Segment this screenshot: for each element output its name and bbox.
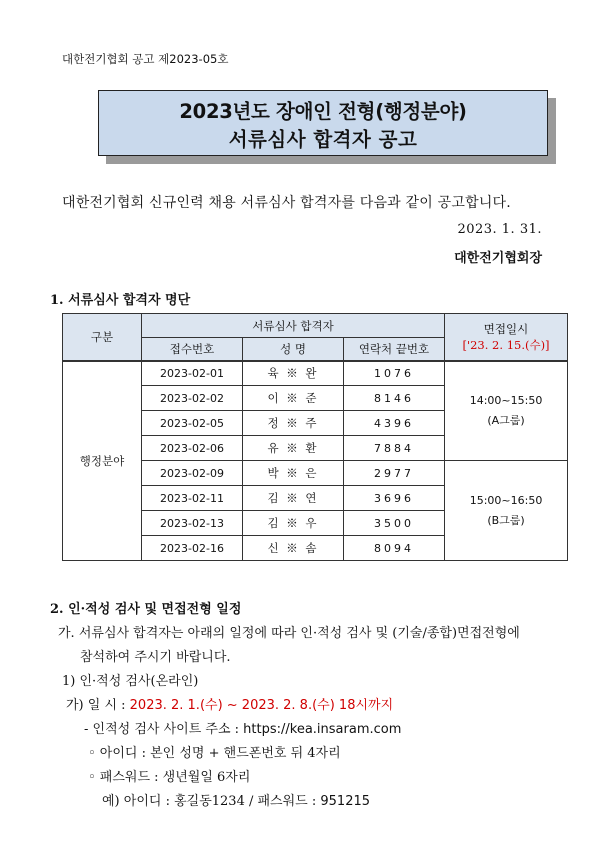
phone-cell: 8146 xyxy=(344,386,445,411)
phone-cell: 3696 xyxy=(344,486,445,511)
intro-text: 대한전기협회 신규인력 채용 서류심사 합격자를 다음과 같이 공고합니다. xyxy=(62,195,511,211)
header-app-no: 접수번호 xyxy=(142,338,243,361)
announcement-date: 2023. 1. 31. xyxy=(457,222,542,237)
name-cell: 유 ※ 환 xyxy=(243,436,344,461)
name-cell: 박 ※ 은 xyxy=(243,461,344,486)
app-no-cell: 2023-02-11 xyxy=(142,486,243,511)
app-no-cell: 2023-02-13 xyxy=(142,511,243,536)
section-1-title: 1. 서류심사 합격자 명단 xyxy=(50,293,191,308)
interview-group-b xyxy=(445,461,568,561)
header-interview-label: 면접일시 xyxy=(483,321,529,336)
test-site-url[interactable]: https://kea.insaram.com xyxy=(243,722,402,737)
login-example xyxy=(102,790,370,809)
app-no-cell: 2023-02-06 xyxy=(142,436,243,461)
header-name: 성 명 xyxy=(243,338,344,361)
phone-cell: 2977 xyxy=(344,461,445,486)
test-site xyxy=(84,718,401,737)
app-no-cell: 2023-02-02 xyxy=(142,386,243,411)
title-line-1: 2023년도 장애인 전형(행정분야) xyxy=(179,100,467,123)
name-cell: 김 ※ 연 xyxy=(243,486,344,511)
test-period-value: 2023. 2. 1.(수) ~ 2023. 2. 8.(수) 18시까지 xyxy=(129,698,394,713)
group-b-label: (B그룹) xyxy=(487,513,525,527)
test-site-label: - 인적성 검사 사이트 주소 : xyxy=(84,722,244,737)
interview-group-a xyxy=(445,361,568,461)
test-period-label: 가) 일 시 : xyxy=(66,698,130,713)
login-example-password: 951215 xyxy=(320,794,371,809)
name-cell: 육 ※ 완 xyxy=(243,361,344,386)
passers-table xyxy=(62,313,568,561)
section-2-title: 2. 인·적성 검사 및 면접전형 일정 xyxy=(50,602,242,617)
header-division: 구분 xyxy=(63,314,142,361)
title-box xyxy=(98,90,548,156)
phone-cell: 3500 xyxy=(344,511,445,536)
group-a-time: 14:00~15:50 xyxy=(469,393,543,407)
name-cell: 신 ※ 솜 xyxy=(243,536,344,561)
header-interview-date: ['23. 2. 15.(수)] xyxy=(462,337,550,352)
schedule-paragraph-line-2: 참석하여 주시기 바랍니다. xyxy=(80,650,231,665)
password-instruction: ◦ 패스워드 : 생년월일 6자리 xyxy=(88,770,251,785)
schedule-paragraph-line-1: 가. 서류심사 합격자는 아래의 일정에 따라 인·적성 검사 및 (기술/종합)면접전형에 xyxy=(58,626,520,641)
table-row xyxy=(63,361,568,386)
name-cell: 김 ※ 우 xyxy=(243,511,344,536)
division-cell: 행정분야 xyxy=(63,361,142,561)
test-period xyxy=(66,694,393,713)
notice-number: 대한전기협회 공고 제2023-05호 xyxy=(62,52,229,66)
app-no-cell: 2023-02-16 xyxy=(142,536,243,561)
header-result-group: 서류심사 합격자 xyxy=(142,314,445,338)
app-no-cell: 2023-02-01 xyxy=(142,361,243,386)
header-phone: 연락처 끝번호 xyxy=(344,338,445,361)
name-cell: 정 ※ 주 xyxy=(243,411,344,436)
group-a-label: (A그룹) xyxy=(487,413,525,427)
subsection-aptitude-test: 1) 인·적성 검사(온라인) xyxy=(62,674,199,689)
id-instruction: ◦ 아이디 : 본인 성명 + 핸드폰번호 뒤 4자리 xyxy=(88,746,341,761)
phone-cell: 8094 xyxy=(344,536,445,561)
title-line-2: 서류심사 합격자 공고 xyxy=(228,128,418,151)
app-no-cell: 2023-02-09 xyxy=(142,461,243,486)
group-b-time: 15:00~16:50 xyxy=(469,493,543,507)
issuer: 대한전기협회장 xyxy=(454,251,542,266)
phone-cell: 4396 xyxy=(344,411,445,436)
phone-cell: 7884 xyxy=(344,436,445,461)
header-interview xyxy=(445,314,568,361)
app-no-cell: 2023-02-05 xyxy=(142,411,243,436)
login-example-text: 예) 아이디 : 홍길동1234 / 패스워드 : xyxy=(102,794,321,809)
phone-cell: 1076 xyxy=(344,361,445,386)
name-cell: 이 ※ 준 xyxy=(243,386,344,411)
